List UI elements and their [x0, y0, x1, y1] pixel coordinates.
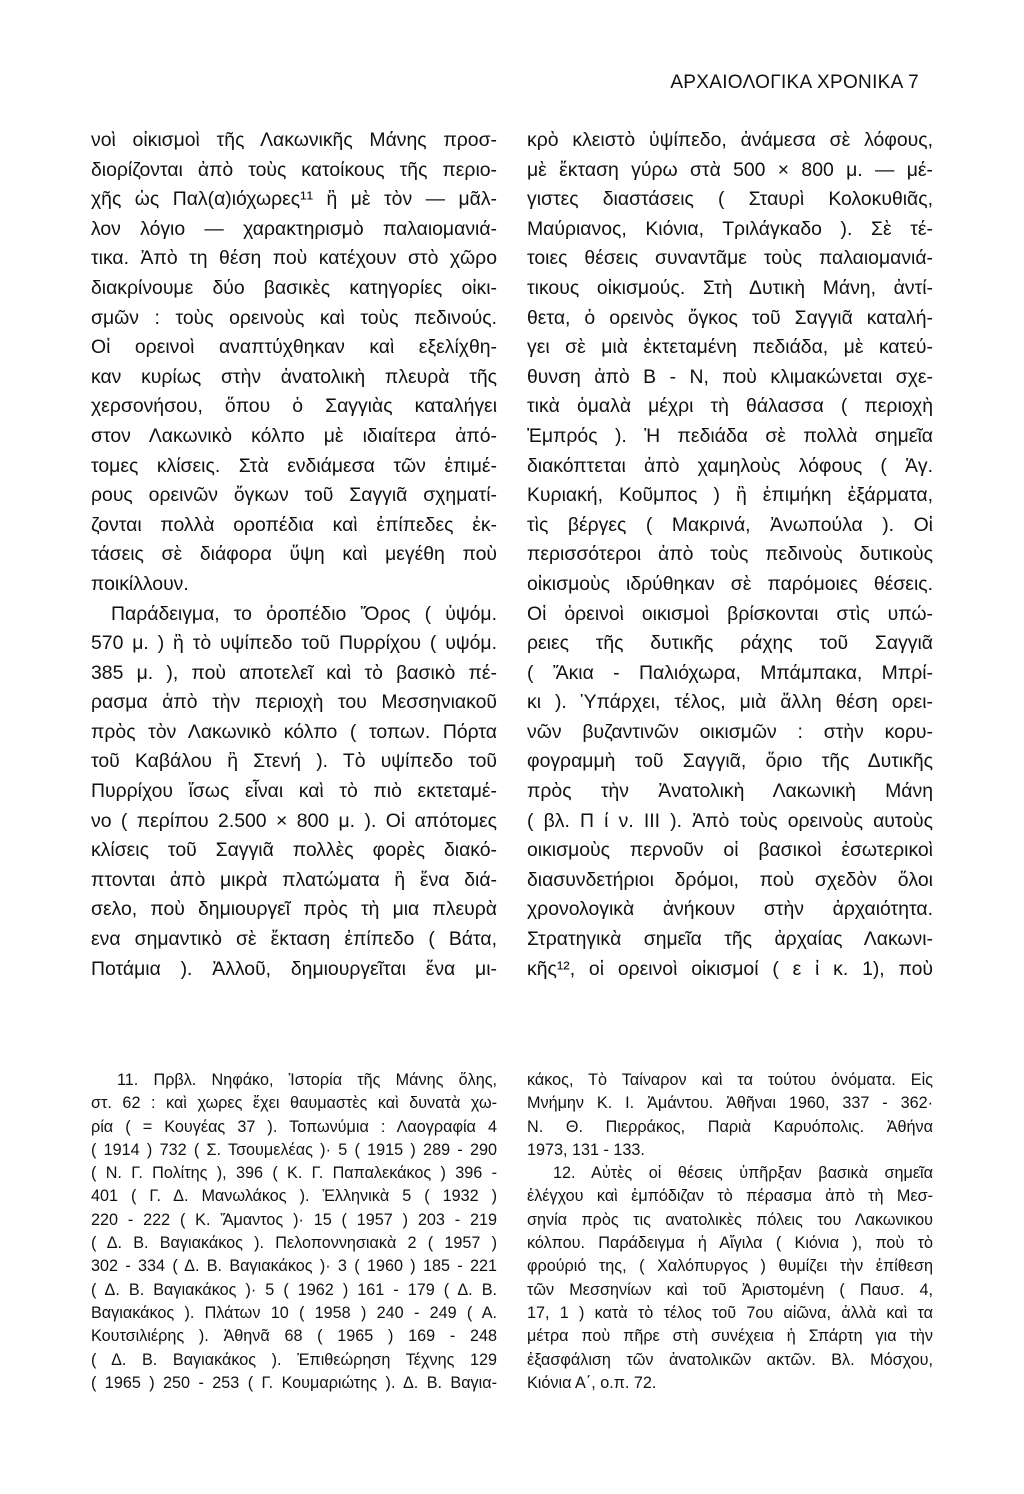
text-line: κι ). Ὑπάρχει, τέλος, μιὰ ἄλλη θέση ορει-	[527, 691, 933, 714]
text-line: νῶν βυζαντινῶν οικισμῶν : στὴν κορυ-	[527, 720, 933, 743]
text-line: Οἱ ορεινοὶ αναπτύχθηκαν καὶ εξελίχθη-	[91, 336, 497, 359]
footnote-line: ( Ν. Γ. Πολίτης ), 396 ( Κ. Γ. Παπαλεκάκος ) 396 -	[91, 1164, 497, 1183]
footnote-line: ἐξασφάλιση τῶν ἀνατολικῶν ακτῶν. Βλ. Μόσχου,	[527, 1350, 933, 1369]
text-line: κρὸ κλειστὸ ὑψίπεδο, ἀνάμεσα σὲ λόφους,	[527, 129, 933, 151]
footnote-line: Κουτσιλιέρης ). Ἀθηνᾶ 68 ( 1965 ) 169 - 248	[91, 1327, 497, 1346]
footnote-line: ( Δ. Β. Βαγιακάκος ). Ἐπιθεώρηση Τέχνης 129	[91, 1350, 497, 1369]
footnote-line: ( 1965 ) 250 - 253 ( Γ. Κουμαριώτης ). Δ. Β. Βαγια-	[91, 1373, 497, 1392]
footnote-line: ρία ( = Κουγέας 37 ). Τοπωνύμια : Λαογραφία 4	[91, 1117, 497, 1136]
text-line: τάσεις σὲ διάφορα ὕψη καὶ μεγέθη ποὺ	[91, 543, 497, 566]
text-line: θετα, ὁ ορεινὸς ὄγκος τοῦ Σαγγιᾶ καταλή-	[527, 306, 933, 329]
text-line: ρασμα ἀπὸ τὴν περιοχὴ του Μεσσηνιακοῦ	[91, 691, 497, 714]
text-line: νοὶ οἰκισμοὶ τῆς Λακωνικῆς Μάνης προσ-	[91, 129, 497, 151]
text-line: τοῦ Καβάλου ἢ Στενή ). Τὸ υψίπεδο τοῦ	[91, 750, 497, 773]
text-line: Παράδειγμα, το ὀροπέδιο Ὄρος ( ὑψόμ.	[111, 602, 497, 625]
footnote-line: 1973, 131 - 133.	[527, 1140, 645, 1159]
footnote-line: 12. Αὐτὲς οἱ θέσεις ὑπῆρξαν βασικὰ σημεῖα	[553, 1164, 933, 1183]
footnote-line: ( 1914 ) 732 ( Σ. Τσουμελέας )· 5 ( 1915 ) 289 - 290	[91, 1140, 497, 1159]
footnotes-column-left	[91, 1069, 497, 1395]
text-line: ρους ορεινῶν ὄγκων τοῦ Σαγγιᾶ σχηματί-	[91, 484, 497, 507]
footnote-line: μέτρα ποὺ πῆρε στὴ συνέχεια ἡ Σπάρτη για τὴν	[527, 1327, 933, 1346]
footnote-line: στ. 62 : καὶ χωρες ἔχει θαυμαστὲς καὶ δυνατὰ χω-	[91, 1094, 497, 1113]
footnote-line: κόλπου. Παράδειγμα ἡ Αἴγιλα ( Κιόνια ), ποὺ τὸ	[527, 1234, 933, 1253]
footnote-line: 11. Πρβλ. Νηφάκο, Ἱστορία τῆς Μάνης ὅλης,	[117, 1071, 497, 1089]
text-line: 385 μ. ), ποὺ αποτελεῖ καὶ τὸ βασικὸ πέ-	[91, 661, 497, 684]
text-line: κλίσεις τοῦ Σαγγιᾶ πολλὲς φορὲς διακό-	[91, 839, 497, 862]
footnote-line: σηνία πρὸς τις ανατολικὲς πόλεις του Λακωνικου	[527, 1210, 933, 1229]
text-line: σμῶν : τοὺς ορεινοὺς καὶ τοὺς πεδινούς.	[91, 306, 497, 329]
text-line: ( βλ. Π ί ν. III ). Ἀπὸ τοὺς ορεινοὺς αυτοὺς	[527, 809, 933, 832]
text-line: χῆς ὡς Παλ(α)ιόχωρες¹¹ ἢ μὲ τὸν — μᾶλ-	[91, 188, 497, 211]
footnote-line: ( Δ. Β. Βαγιακάκος )· 5 ( 1962 ) 161 - 179 ( Δ. Β.	[91, 1280, 497, 1299]
footnote-line: φρούριό της, ( Χαλόπυργος ) θυμίζει τὴν ἐπίθεση	[527, 1257, 933, 1276]
text-line: Ἐμπρός ). Ἡ πεδιάδα σὲ πολλὰ σημεῖα	[527, 424, 933, 447]
text-line: ρειες τῆς δυτικῆς ράχης τοῦ Σαγγιᾶ	[527, 632, 933, 655]
text-line: χερσονήσου, ὅπου ὁ Σαγγιὰς καταλήγει	[91, 395, 497, 418]
text-line: γιστες διαστάσεις ( Σταυρὶ Κολοκυθιᾶς,	[527, 188, 933, 211]
footnote-line: Κιόνια Α΄, ο.π. 72.	[527, 1373, 657, 1392]
footnote-line: Βαγιακάκος ). Πλάτων 10 ( 1958 ) 240 - 249 ( Α.	[91, 1303, 497, 1322]
text-line: τικους οἰκισμούς. Στὴ Δυτικὴ Μάνη, ἀντί-	[527, 276, 933, 299]
footnotes-column-right	[527, 1069, 933, 1395]
text-line: τικα. Ἀπὸ τη θέση ποὺ κατέχουν στὸ χῶρο	[91, 247, 497, 270]
text-line: Ποτάμια ). Ἀλλοῦ, δημιουργεῖται ἕνα μι-	[91, 957, 497, 980]
text-line: τικὰ ὁμαλὰ μέχρι τὴ θάλασσα ( περιοχὴ	[527, 395, 933, 418]
footnote-line: Μνήμην Κ. Ι. Ἀμάντου. Ἀθῆναι 1960, 337 - 362·	[527, 1094, 933, 1113]
text-line: περισσότεροι ἀπὸ τοὺς πεδινοὺς δυτικοὺς	[527, 543, 933, 566]
text-line: πρὸς τὴν Ἀνατολικὴ Λακωνικὴ Μάνη	[527, 780, 933, 803]
footnote-line: τῶν Μεσσηνίων καὶ τοῦ Ἀριστομένη ( Παυσ. 4,	[527, 1280, 933, 1299]
text-line: στον Λακωνικὸ κόλπο μὲ ιδιαίτερα ἀπό-	[91, 424, 497, 447]
text-line: Μαύριανος, Κιόνια, Τριλάγκαδο ). Σὲ τέ-	[527, 217, 933, 240]
footnote-line: 401 ( Γ. Δ. Μανωλάκος ). Ἑλληνικὰ 5 ( 1932 )	[91, 1187, 497, 1206]
body-column-right	[527, 126, 933, 984]
text-line: οἰκισμοὺς ιδρύθηκαν σὲ παρόμοιες θέσεις.	[527, 572, 933, 595]
text-line: Κυριακή, Κοῦμπος ) ἢ ἐπιμήκη ἐξάρματα,	[527, 484, 933, 507]
footnote-line: κάκος, Τὸ Ταίναρον καὶ τα τούτου ὀνόματα. Εἰς	[527, 1071, 933, 1089]
text-line: διασυνδετήριοι δρόμοι, ποὺ σχεδὸν ὅλοι	[527, 868, 933, 891]
text-line: Πυρρίχου ἴσως εἶναι καὶ τὸ πιὸ εκτεταμέ-	[91, 780, 497, 803]
text-line: Οἱ ὀρεινοὶ οικισμοὶ βρίσκονται στὶς υπώ-	[527, 602, 933, 625]
text-line: τὶς βέργες ( Μακρινά, Ἀνωπούλα ). Οἱ	[527, 513, 933, 536]
text-line: γει σὲ μιὰ ἐκτεταμένη πεδιάδα, μὲ κατεύ-	[527, 336, 933, 359]
text-line: θυνση ἀπὸ Β - Ν, ποὺ κλιμακώνεται σχε-	[527, 365, 933, 388]
footnote-line: Ν. Θ. Πιερράκος, Παριὰ Καρυόπολις. Ἀθήνα	[527, 1117, 933, 1136]
text-line: χρονολογικὰ ἀνήκουν στὴν ἀρχαιότητα.	[527, 898, 933, 921]
text-line: καν κυρίως στὴν ἀνατολικὴ πλευρὰ τῆς	[91, 365, 497, 388]
footnote-line: 220 - 222 ( Κ. Ἄμαντος )· 15 ( 1957 ) 203 - 219	[91, 1210, 497, 1229]
text-line: τομες κλίσεις. Στὰ ενδιάμεσα τῶν ἐπιμέ-	[91, 454, 497, 477]
footnote-line: 302 - 334 ( Δ. Β. Βαγιακάκος )· 3 ( 1960 ) 185 - 221	[91, 1257, 497, 1276]
text-line: Στρατηγικὰ σημεῖα τῆς ἀρχαίας Λακωνι-	[527, 928, 933, 951]
text-line: ποικίλλουν.	[91, 572, 189, 595]
text-line: φογραμμὴ τοῦ Σαγγιᾶ, ὅριο τῆς Δυτικῆς	[527, 750, 933, 773]
text-line: μὲ ἔκταση γύρω στὰ 500 × 800 μ. — μέ-	[527, 158, 933, 181]
text-line: ζονται πολλὰ οροπέδια καὶ ἐπίπεδες ἐκ-	[91, 513, 497, 536]
text-line: διακρίνουμε δύο βασικὲς κατηγορίες οἰκι-	[91, 276, 497, 299]
text-line: λον λόγιο — χαρακτηρισμὸ παλαιομανιά-	[91, 217, 497, 240]
text-line: ( Ἄκια - Παλιόχωρα, Μπάμπακα, Μπρί-	[527, 661, 933, 684]
text-line: πτονται ἀπὸ μικρὰ πλατώματα ἢ ἕνα διά-	[91, 868, 497, 891]
text-line: 570 μ. ) ἢ τὸ υψίπεδο τοῦ Πυρρίχου ( υψόμ.	[91, 632, 497, 655]
footnote-line: 17, 1 ) κατὰ τὸ τέλος τοῦ 7ου αἰῶνα, ἀλλὰ καὶ τα	[527, 1303, 933, 1322]
text-line: πρὸς τὸν Λακωνικὸ κόλπο ( τοπων. Πόρτα	[91, 720, 497, 743]
text-line: τοιες θέσεις συναντᾶμε τοὺς παλαιομανιά-	[527, 247, 933, 270]
footnote-line: ἐλέγχου καὶ ἐμπόδιζαν τὸ πέρασμα ἀπὸ τὴ Μεσ-	[527, 1187, 933, 1206]
text-line: σελο, ποὺ δημιουργεῖ πρὸς τὴ μια πλευρὰ	[91, 898, 497, 921]
text-line: διακόπτεται ἀπὸ χαμηλοὺς λόφους ( Ἁγ.	[527, 454, 933, 477]
text-line: οικισμοὺς περνοῦν οἱ βασικοὶ ἐσωτερικοὶ	[527, 839, 933, 862]
text-line: κῆς¹², οἱ ορεινοὶ οἰκισμοί ( ε ἰ κ. 1), ποὺ	[527, 957, 933, 980]
running-header: ΑΡΧΑΙΟΛΟΓΙΚΑ ΧΡΟΝΙΚΑ 7	[670, 72, 919, 93]
body-column-left	[91, 126, 497, 984]
text-line: ενα σημαντικὸ σὲ ἔκταση ἐπίπεδο ( Βάτα,	[91, 928, 497, 951]
text-line: διορίζονται ἀπὸ τοὺς κατοίκους τῆς περιο-	[91, 158, 497, 181]
footnote-line: ( Δ. Β. Βαγιακάκος ). Πελοποννησιακὰ 2 ( 1957 )	[91, 1234, 497, 1253]
text-line: νο ( περίπου 2.500 × 800 μ. ). Οἱ απότομες	[91, 809, 497, 832]
